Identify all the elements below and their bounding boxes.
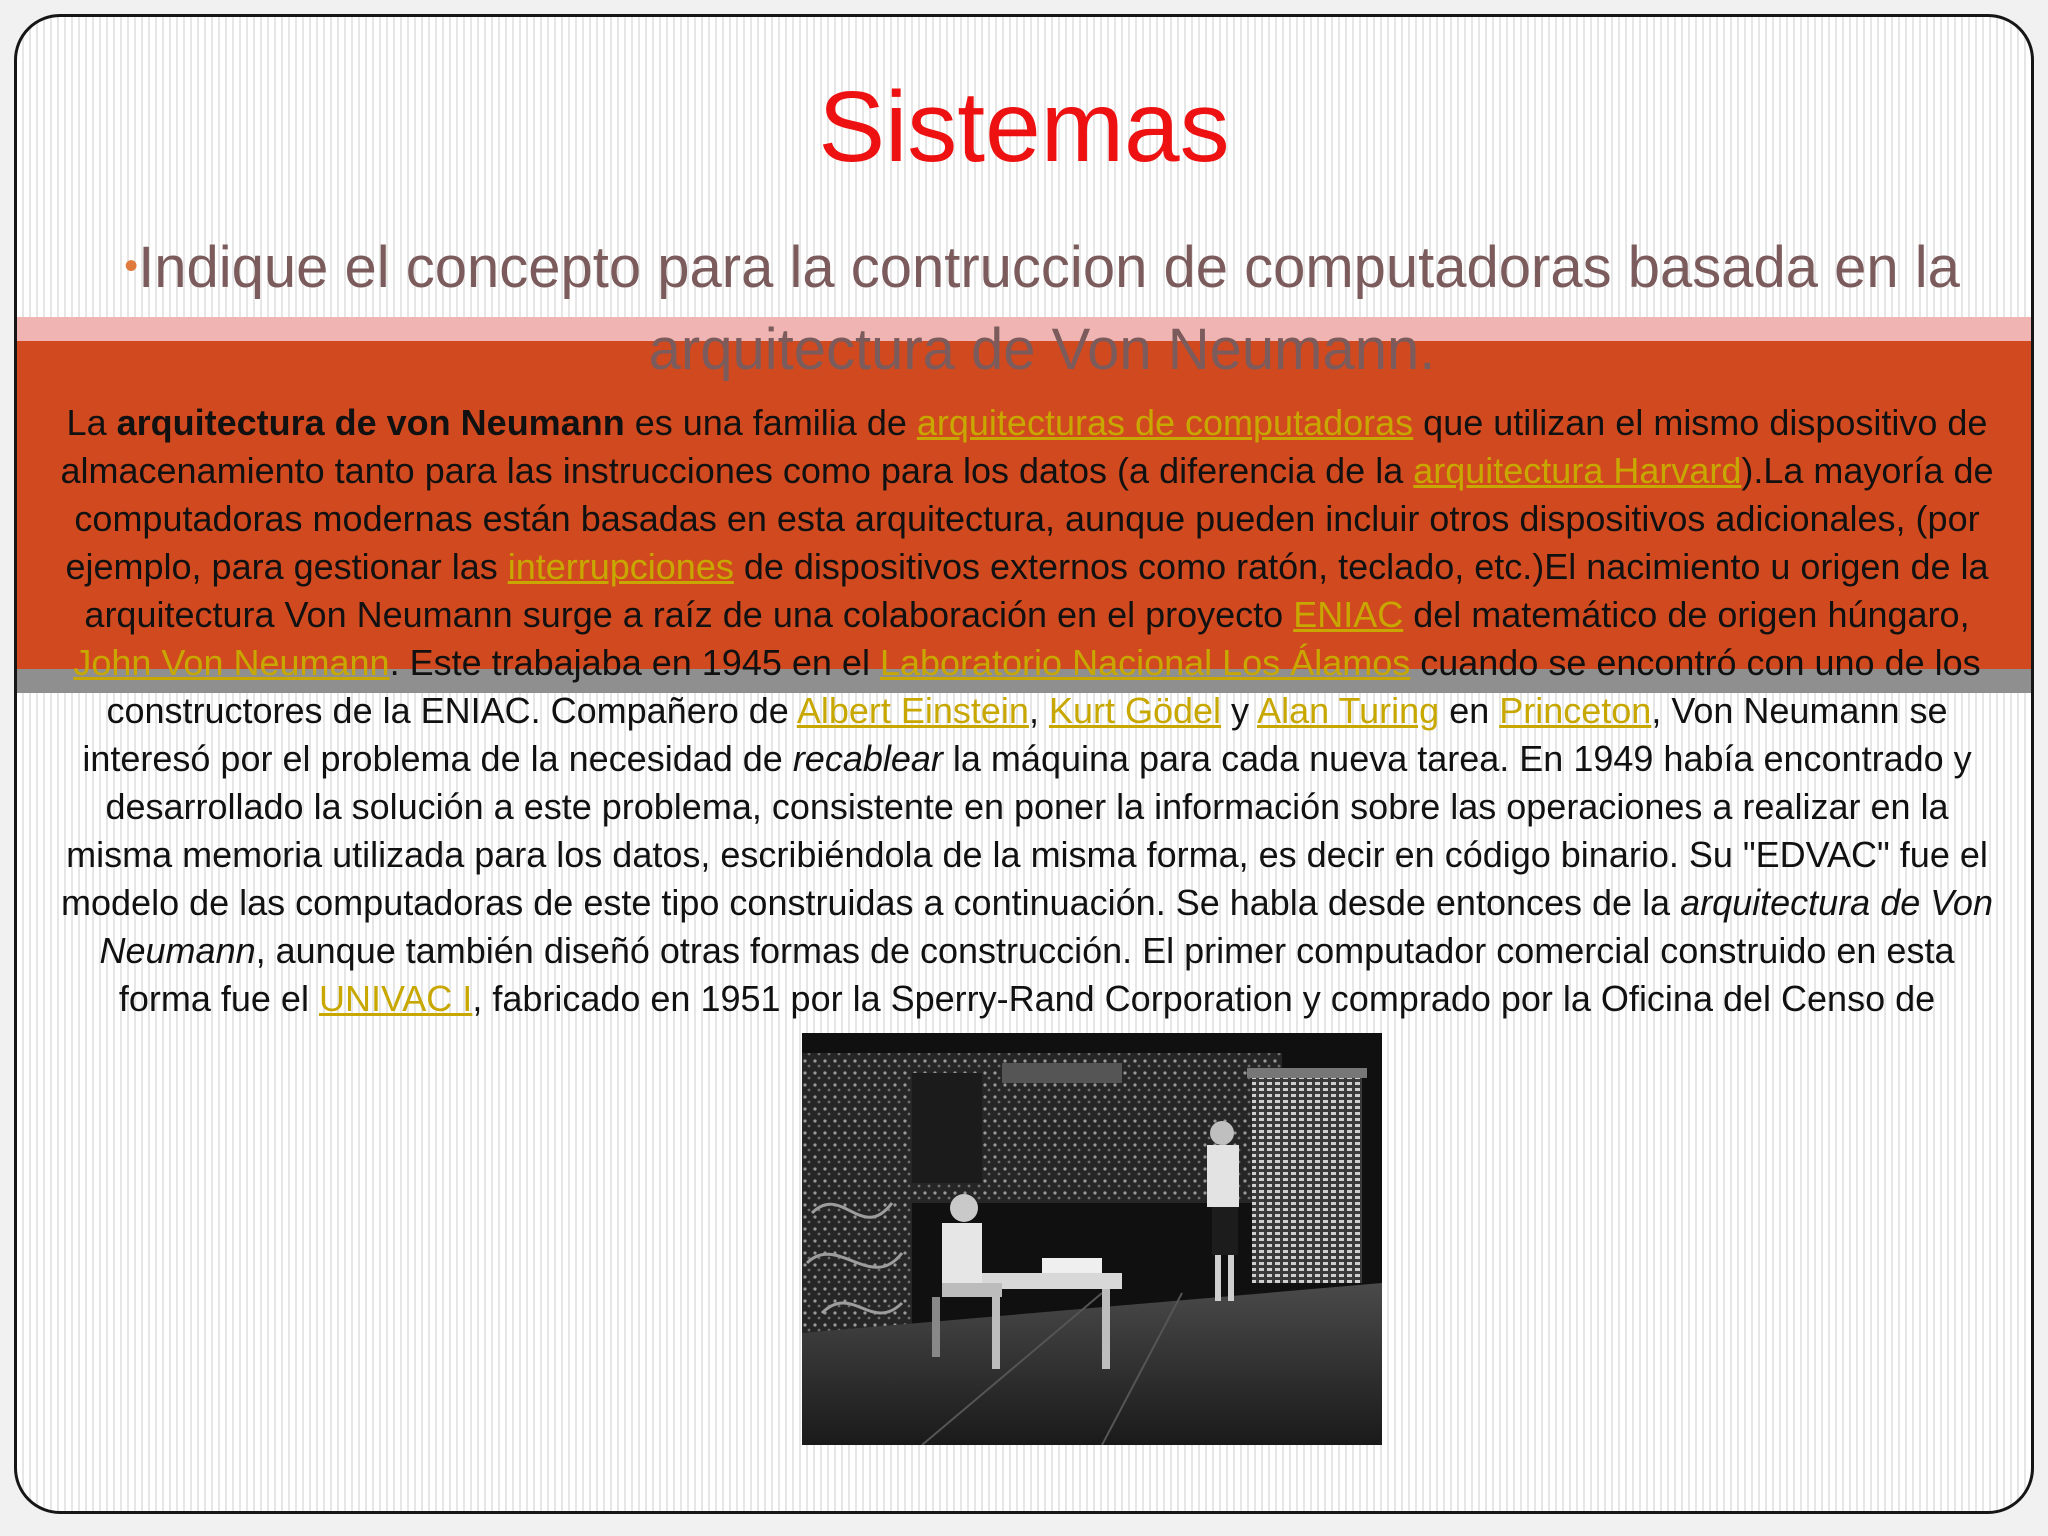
link-princeton[interactable]: Princeton	[1499, 690, 1652, 731]
link-arquitecturas-de-computadoras[interactable]: arquitecturas de computadoras	[916, 402, 1414, 443]
body-text-segment: de dispositivos externos como ratón, teclado, etc.)El nacimiento u origen de la arquitectura Von Neumann surge a raíz de una colaboración en el proyecto	[84, 546, 1989, 635]
body-text-segment: en	[1439, 690, 1500, 731]
body-text-segment: . Este trabajaba en 1945 en el	[389, 642, 880, 683]
body-text-segment: ,	[1028, 690, 1049, 731]
link-laboratorio-los-alamos[interactable]: Laboratorio Nacional Los Álamos	[879, 642, 1411, 683]
body-text-segment: que utilizan el mismo dispositivo de almacenamiento tanto para las instrucciones como para los datos (a diferencia de la	[60, 402, 1988, 491]
body-text-segment: del matemático de origen húngaro,	[1403, 594, 1970, 635]
eniac-photo	[802, 1033, 1382, 1445]
slide-title: Sistemas	[818, 71, 1230, 183]
link-univac-i[interactable]: UNIVAC I	[318, 978, 473, 1019]
body-text-segment: , Von Neumann se interesó por el problema de la necesidad de	[82, 690, 1948, 779]
body-text-segment: ).La mayoría de computadoras modernas están basadas en esta arquitectura, aunque pueden incluir otros dispositivos adicionales, (por ejemplo, para gestionar las	[65, 450, 1994, 587]
link-eniac[interactable]: ENIAC	[1293, 594, 1404, 635]
slide	[14, 14, 2034, 1514]
bullet-icon: •	[124, 244, 139, 288]
link-arquitectura-harvard[interactable]: arquitectura Harvard	[1413, 450, 1742, 491]
link-interrupciones[interactable]: interrupciones	[507, 546, 734, 587]
body-text-segment: La	[66, 402, 117, 443]
body-paragraph	[57, 399, 1997, 1071]
body-bold-term: arquitectura de von Neumann	[116, 402, 625, 443]
body-text-segment: es una familia de	[624, 402, 917, 443]
link-alan-turing[interactable]: Alan Turing	[1257, 690, 1440, 731]
slide-subtitle	[77, 225, 2007, 391]
subtitle-text: Indique el concepto para la contruccion de computadoras basada en la arquitectura de Von Neumann.	[138, 235, 1960, 382]
body-italic-term: arquitectura de Von Neumann	[99, 882, 1993, 971]
body-text-segment: la máquina para cada nueva tarea. En 1949 había encontrado y desarrollado la solución a este problema, consistente en poner la información sobre las operaciones a realizar en la misma memoria utilizada para los datos, escribiéndola de la misma forma, es decir en código binario. Su "EDVAC" fue el modelo de las computadoras de este tipo construidas a continuación. Se habla desde entonces de la	[61, 738, 1988, 923]
link-albert-einstein[interactable]: Albert Einstein	[796, 690, 1029, 731]
body-italic-term: recablear	[792, 738, 943, 779]
link-kurt-godel[interactable]: Kurt Gödel	[1048, 690, 1222, 731]
body-text-segment: , aunque también diseñó otras formas de construcción. El primer computador comercial construido en esta forma fue el	[118, 930, 1955, 1019]
body-text-segment: , fabricado en 1951 por la Sperry-Rand Corporation y comprado por la Oficina del Censo de	[472, 978, 1936, 1019]
body-text-segment: cuando se encontró con uno de los constructores de la ENIAC. Compañero de	[106, 642, 1981, 731]
link-john-von-neumann[interactable]: John Von Neumann	[73, 642, 390, 683]
body-text-segment: y	[1221, 690, 1258, 731]
